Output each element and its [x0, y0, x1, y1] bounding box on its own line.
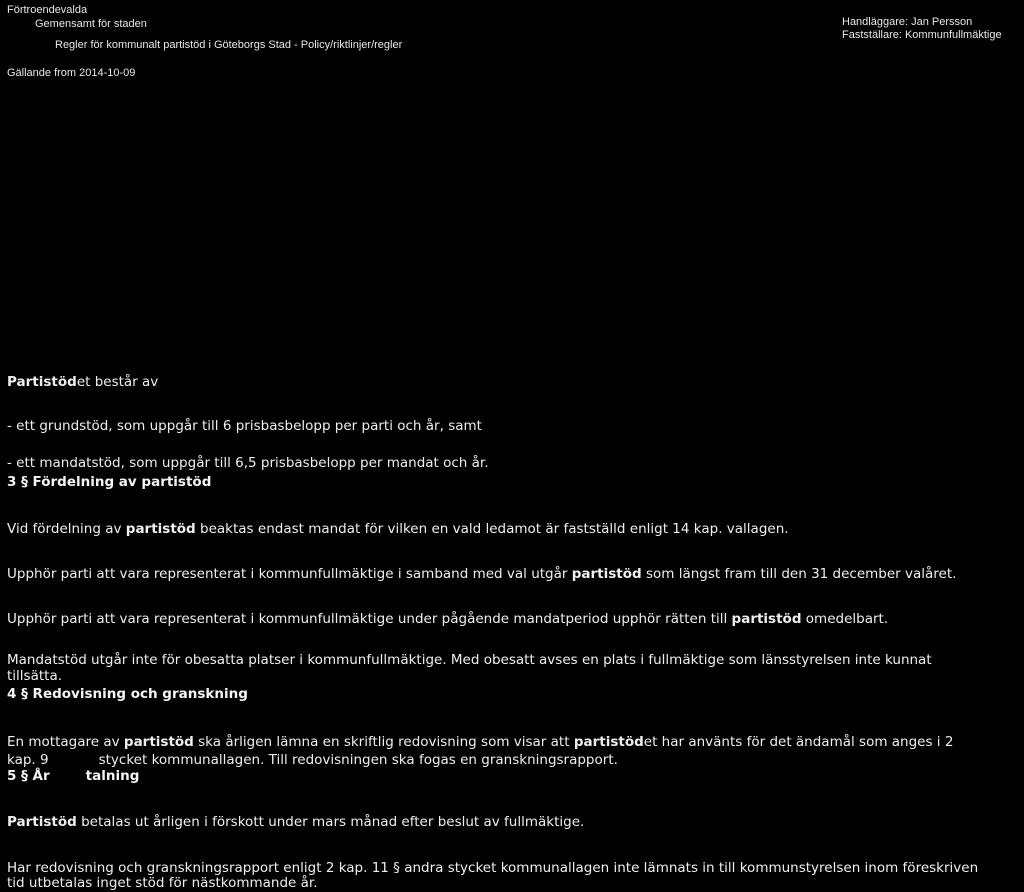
text-run: Vid fördelning av: [7, 521, 126, 537]
heading-part: 5 § År: [7, 768, 50, 784]
approver-name: Fastställare: Kommunfullmäktige: [842, 29, 1002, 41]
paragraph-redovisning-line2: [7, 752, 618, 768]
bold-term: partistöd: [125, 521, 196, 537]
section-3-heading: 3 § Fördelning av partistöd: [7, 474, 212, 490]
document-title: Regler för kommunalt partistöd i Göteborgs Stad - Policy/riktlinjer/regler: [55, 39, 403, 51]
text-run: En mottagare av: [7, 734, 124, 750]
header-scope: Gemensamt för staden: [35, 18, 147, 30]
text-run: Upphör parti att vara representerat i kommunfullmäktige i samband med val utgår: [7, 566, 572, 582]
bold-term: partistöd: [731, 611, 802, 627]
text-run: som längst fram till den 31 december valåret.: [641, 566, 957, 582]
header-category: Förtroendevalda: [7, 4, 88, 16]
intro-bold-term: Partistöd: [7, 374, 77, 390]
text-run: stycket kommunallagen. Till redovisningen ska fogas en granskningsrapport.: [98, 752, 618, 768]
text-run: ska årligen lämna en skriftlig redovisning som visar att: [193, 734, 574, 750]
text-run: betalas ut årligen i förskott under mars månad efter beslut av fullmäktige.: [76, 814, 585, 830]
bullet-mandatstod: - ett mandatstöd, som uppgår till 6,5 prisbasbelopp per mandat och år.: [7, 455, 489, 471]
section-5-heading: [7, 768, 139, 784]
valid-from-date: Gällande from 2014-10-09: [7, 67, 136, 79]
heading-part: talning: [85, 768, 140, 784]
paragraph-mandatstod-line2: tillsätta.: [7, 668, 63, 684]
bold-term: partistöd: [573, 734, 644, 750]
bold-term: Partistöd: [7, 814, 77, 830]
intro-rest: et består av: [76, 374, 159, 390]
bullet-grundstod: - ett grundstöd, som uppgår till 6 prisbasbelopp per parti och år, samt: [7, 418, 482, 434]
text-run: beaktas endast mandat för vilken en vald ledamot är fastställd enligt 14 kap. vallagen.: [195, 521, 789, 537]
paragraph-redovisning-line1: [7, 734, 953, 750]
paragraph-upphor-mandatperiod: [7, 611, 888, 627]
handler-name: Handläggare: Jan Persson: [842, 16, 973, 28]
paragraph-fordelning: [7, 521, 789, 537]
paragraph-utbetalning: [7, 814, 584, 830]
text-run: omedelbart.: [801, 611, 889, 627]
paragraph-villkor-line2: tid utbetalas inget stöd för nästkommande år.: [7, 875, 318, 891]
text-run: kap. 9: [7, 752, 49, 768]
paragraph-upphor-val: [7, 566, 956, 582]
bold-term: partistöd: [123, 734, 194, 750]
paragraph-villkor-line1: Har redovisning och granskningsrapport enligt 2 kap. 11 § andra stycket kommunallagen inte lämnats in till kommunstyrelsen inom föreskriven: [7, 860, 979, 876]
bold-term: partistöd: [571, 566, 642, 582]
text-run: et har använts för det ändamål som anges i 2: [643, 734, 954, 750]
intro-line: [7, 374, 158, 390]
section-4-heading: 4 § Redovisning och granskning: [7, 686, 248, 702]
text-run: Upphör parti att vara representerat i kommunfullmäktige under pågående mandatperiod upphör rätten till: [7, 611, 732, 627]
paragraph-mandatstod-line1: Mandatstöd utgår inte för obesatta platser i kommunfullmäktige. Med obesatt avses en plats i fullmäktige som länsstyrelsen inte kunnat: [7, 652, 932, 668]
